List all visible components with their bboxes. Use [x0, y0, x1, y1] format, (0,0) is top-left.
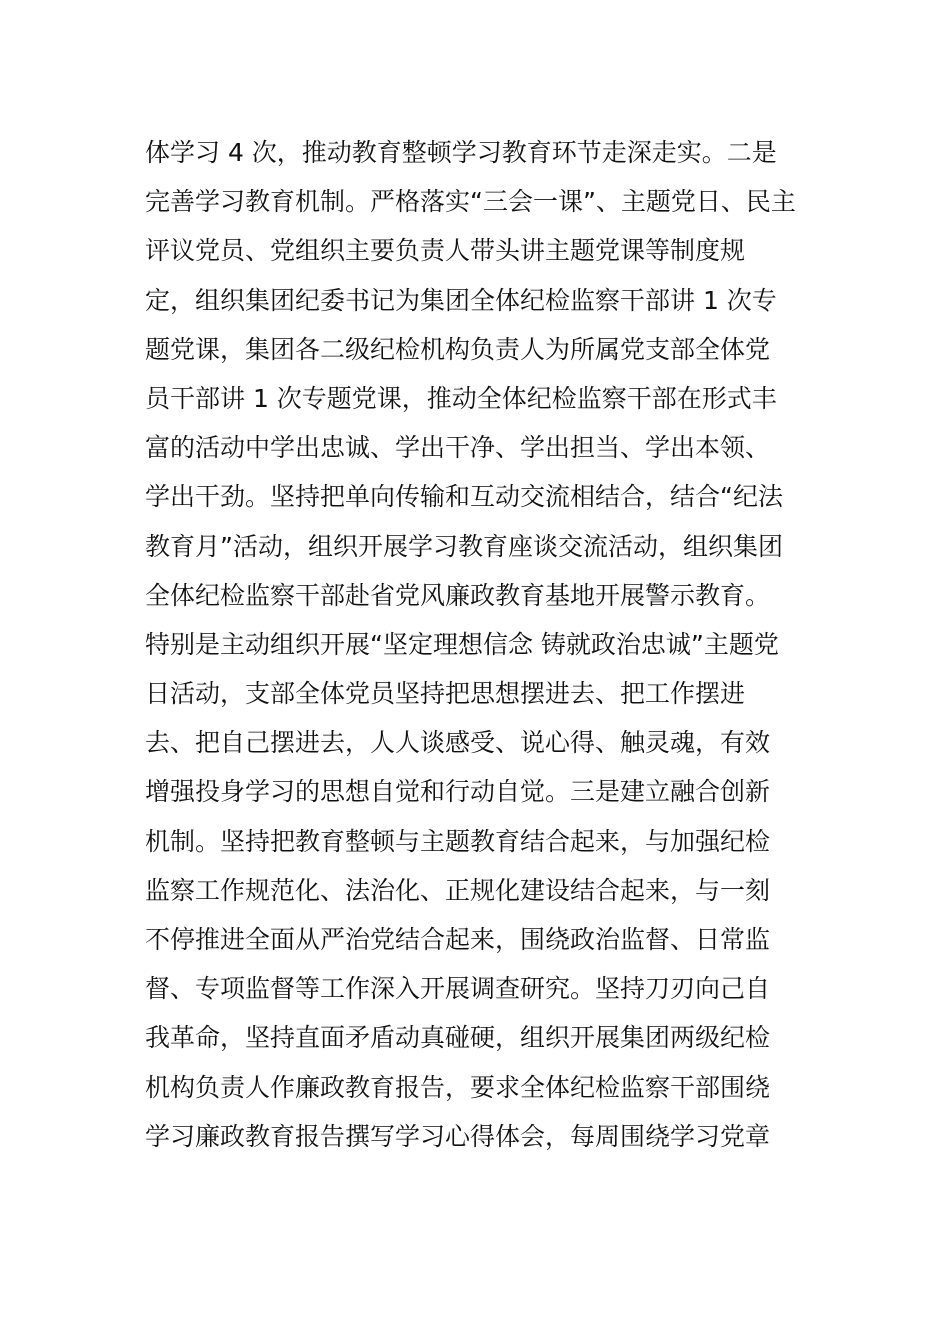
text-line: 督、专项监督等工作深入开展调查研究。坚持刀刃向己自 — [145, 974, 771, 1004]
text-line: 题党课，集团各二级纪检机构负责人为所属党支部全体党 — [145, 334, 771, 364]
text-line: 全体纪检监察干部赴省党风廉政教育基地开展警示教育。 — [145, 580, 771, 610]
text-line: 员干部讲 1 次专题党课，推动全体纪检监察干部在形式丰 — [145, 383, 777, 413]
text-line: 教育月”活动，组织开展学习教育座谈交流活动，组织集团 — [145, 531, 783, 561]
text-line: 不停推进全面从严治党结合起来，围绕政治监督、日常监 — [145, 925, 771, 954]
text-line: 评议党员、党组织主要负责人带头讲主题党课等制度规 — [145, 236, 746, 266]
text-line: 富的活动中学出忠诚、学出干净、学出担当、学出本领、 — [145, 433, 771, 463]
text-line: 监察工作规范化、法治化、正规化建设结合起来，与一刻 — [145, 875, 771, 905]
text-line: 特别是主动组织开展“坚定理想信念 铸就政治忠诚”主题党 — [145, 629, 779, 659]
text-line: 增强投身学习的思想自觉和行动自觉。三是建立融合创新 — [145, 777, 771, 807]
text-line: 机制。坚持把教育整顿与主题教育结合起来，与加强纪检 — [145, 826, 771, 856]
text-line: 定，组织集团纪委书记为集团全体纪检监察干部讲 1 次专 — [145, 285, 777, 315]
text-line: 日活动，支部全体党员坚持把思想摆进去、把工作摆进 — [145, 679, 746, 709]
text-line: 去、把自己摆进去，人人谈感受、说心得、触灵魂，有效 — [145, 728, 771, 758]
text-line: 我革命，坚持直面矛盾动真碰硬，组织开展集团两级纪检 — [145, 1023, 771, 1053]
text-line: 机构负责人作廉政教育报告，要求全体纪检监察干部围绕 — [145, 1072, 771, 1102]
body-paragraph — [145, 128, 815, 1161]
text-line: 体学习 4 次，推动教育整顿学习教育环节走深走实。二是 — [145, 138, 777, 167]
text-line: 完善学习教育机制。严格落实“三会一课”、主题党日、民主 — [145, 187, 796, 217]
text-line: 学习廉政教育报告撰写学习心得体会，每周围绕学习党章 — [145, 1121, 771, 1151]
text-line: 学出干劲。坚持把单向传输和互动交流相结合，结合“纪法 — [145, 482, 783, 512]
